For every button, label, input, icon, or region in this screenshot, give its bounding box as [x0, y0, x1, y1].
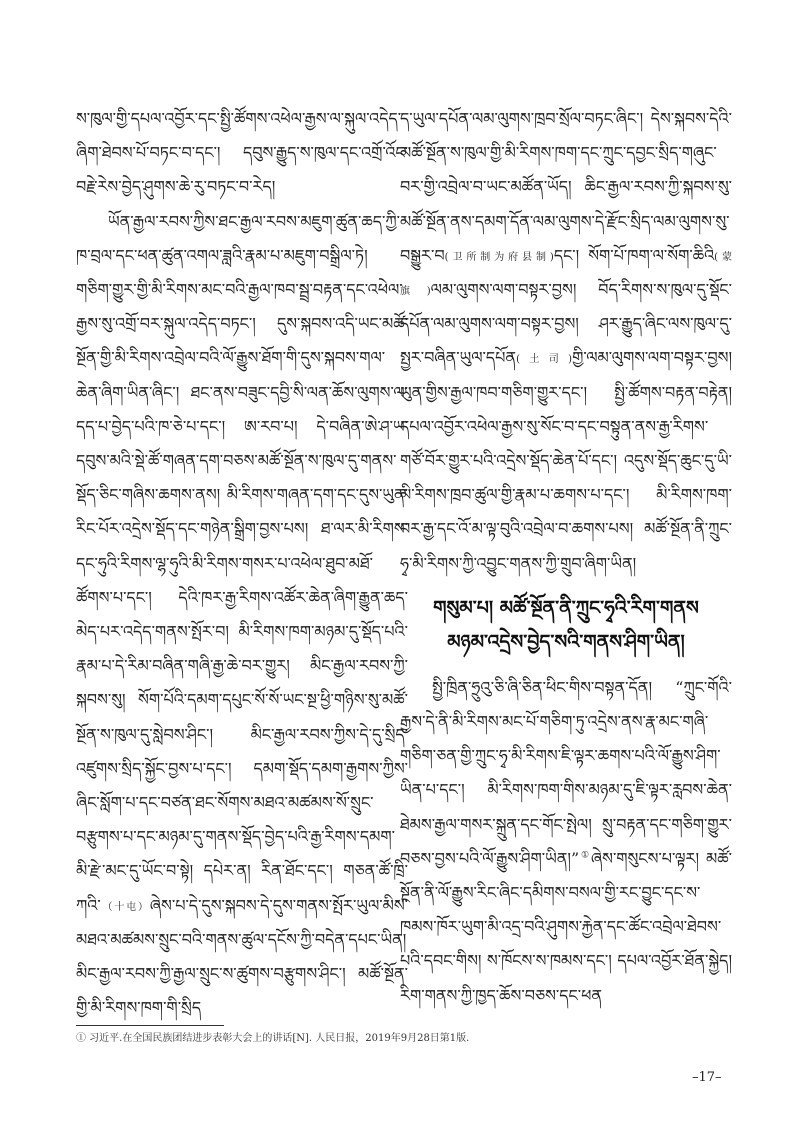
inline-chinese-note-shitun: （十屯） [100, 901, 150, 913]
footnote-reference-marker[interactable]: ① [579, 850, 591, 861]
left-paragraph-1: ས་ཁུལ་གྱི་དཔལ་འབྱོར་དང་སྤྱི་ཚོགས་འཕེལ་རྒྱས་ལ་སྐུལ་འདེད་ཞིག་ཐེབས་པོ་བཏང་བ་དང་། དབུས་རྒྱུད་ས་ཁུལ་དང་འགྲོ་འོང་བརྗེ་རེས་བྱེད་ཤུགས་ཆེ་རུ་བཏང་བ་རེད། [76, 109, 408, 197]
left-paragraph-2 [76, 205, 408, 1026]
right-paragraph-1-tail: གྱི་ལམ་ལུགས་ལག་བསྟར་བྱས། ཡུན་གྱིས་རྒྱལ་ཁབ་གཅིག་གྱུར་དང་། སྤྱི་ཚོགས་བརྟན་བརྟེན། དཔལ་འབྱོར་འཕེལ་རྒྱས་སུ་སོང་བ་དང་བསྟུན་ནས་རྒྱ་རིགས་གཙོ་བོར་གྱུར་པའི་འདྲེས་སྡོད་ཆེན་པོ་དང་། འདུས་སྡོད་ཆུང་དུ་ཡི་མི་རིགས་ཁྲབ་ཚུལ་གྱི་རྣམ་པ་ཆགས་པ་དང་། མི་རིགས་ཁག་བར་རྒྱ་དང་འོ་མ་ལྟ་བུའི་འབྲེལ་བ་ཆགས་པས། མཚོ་སྔོན་ནི་ཀྲུང་ཧྭ་མི་རིགས་ཀྱི་འབྱུང་གནས་ཀྱི་གྲུབ་ཞིག་ཡིན། [400, 348, 732, 573]
inline-chinese-note-tusi: (土司) [516, 354, 573, 366]
left-paragraph-2-body: ཡོན་རྒྱལ་རབས་ཀྱིས་ཐང་རྒྱལ་རབས་མཇུག་ཚུན་ཆད་ཀྱི་ཁ་བྲལ་དང་ཕན་ཚུན་འགལ་ཟླའི་རྣམ་པ་མཇུག་བསྒྲིལ་ཏེ། གཅིག་གྱུར་གྱི་མི་རིགས་མང་བའི་རྒྱལ་ཁབ་སྦྲ་བརྟན་དང་འཕེལ་རྒྱས་སུ་འགྲོ་བར་སྐུལ་འདེད་བཏང་། དུས་སྐབས་འདི་ཡང་མཚོ་སྔོན་གྱི་མི་རིགས་འབྲེལ་བའི་ལོ་རྒྱུས་ཐོག་གི་དུས་སྐབས་གལ་ཆེན་ཞིག་ཡིན་ཞིང་། ཐང་ནས་བཟུང་དབྱི་སི་ལན་ཆོས་ལུགས་ལ་དད་པ་བྱེད་པའི་ཁ་ཅེ་པ་དང་། ཨ་རབ་པ། དེ་བཞིན་ཨེ་ཤ་ཡ་དབུས་མའི་སྡེ་ཚོ་གཞན་དག་བཅས་མཚོ་སྔོན་ས་ཁུལ་དུ་གནས་སྡོད་ཅིང་གཞིས་ཆགས་ནས། མི་རིགས་གཞན་དག་དང་དུས་ཡུན་རིང་པོར་འདྲེས་སྡོད་དང་གཉེན་སྒྲིག་བྱས་པས། ཐ་ལར་མི་རིགས་དང་ཧུའི་རིགས་ལྷ་ཧུའི་མི་རིགས་གསར་པ་འཕེལ་ཐུབ་མཐོ་ཚོགས་པ་དང་། དེའི་ཁར་རྒྱ་རིགས་འཚོར་ཆེན་ཞིག་རྒྱུན་ཆད་མེད་པར་འདེད་གནས་སྤོར་བ། མི་རིགས་ཁག་མཉམ་དུ་སྡོད་པའི་རྣམ་པ་དེ་རིམ་བཞིན་གཞི་རྒྱ་ཆེ་བར་གྱུར། མིང་རྒྱལ་རབས་ཀྱི་སྐབས་སུ། སོག་པོའི་དམག་དཔུང་སོ་སོ་ཡང་སྔ་ཕྱི་གཉིས་སུ་མཚོ་སྔོན་ས་ཁུལ་དུ་སླེབས་ཤིང་། མིང་རྒྱལ་རབས་ཀྱིས་དེ་དུ་སྲིད་འཛུགས་སྲིད་སྐྱོང་བྱས་པ་དང་། དམག་སྡོད་དམག་རྒྱགས་ཀྱིས་ཞིང་སློག་པ་དང་བཙན་ཐང་སོགས་མཐའ་མཚམས་སོ་སྲུང་བརྩུགས་པ་དང་མཉམ་དུ་གནས་སྡོད་བྱེད་པའི་རྒྱ་རིགས་དམག་མི་རྫེ་མང་དུ་ཡོང་བ་སྟེ། དཔེར་ན། རིན་ཐོང་དང་། གཅན་ཚོ་ཁྲི་ཀའི་ [76, 211, 408, 915]
right-paragraph-1-head: ད་ཡུལ་དཔོན་ལམ་ལུགས་ཁྲབ་སྲོལ་བཏང་ཞིང་། དེས་སྐབས་དེའི་མཚོ་སྔོན་ས་ཁུལ་གྱི་མི་རིགས་ཁག་དང་ཀྲུང་དབྱང་སྲིད་གཞུང་བར་གྱི་འབྲེལ་བ་ཡང་མཚོན་ཡོད། ཆིང་རྒྱལ་རབས་ཀྱི་སྐབས་སུ་མཚོ་སྔོན་ནས་དམག་དོན་ལམ་ལུགས་དེ་རྫོང་སྲིད་ལམ་ལུགས་སུ་བསྒྱུར་བ [400, 109, 732, 265]
right-paragraph-2 [400, 671, 732, 1013]
inline-chinese-note-mengqi: (蒙旗) [400, 251, 732, 298]
right-paragraph-1 [400, 102, 732, 581]
left-column [76, 102, 408, 1025]
section-heading-line-2: མཉམ་འདྲེས་བྱེད་སའི་གནས་ཤིག་ཡིན། [447, 630, 685, 653]
section-heading [400, 591, 732, 659]
footnote: ① 习近平.在全国民族团结进步表彰大会上的讲话[N]. 人民日报，2019年9月28日第1版. [76, 1033, 470, 1044]
right-paragraph-1-mid1: དང་། སོག་པོ་ཁག་ལ་སོག་ཆིའི [553, 245, 715, 265]
inline-chinese-note-weisuo: (卫所制为府县制) [444, 251, 554, 263]
right-paragraph-2-quote: སྤྱི་ཁྲིན་ཧྲུའུ་ཅི་ཞི་ཅིན་ཕིང་གིས་བསྟན་དོན། “ཀྲུང་གོའི་རྒྱས་དེ་ནི་མི་རིགས་མང་པོ་གཅིག་ཏུ་འདྲེས་ནས་རྣ་མང་གཞི་གཅིག་ཅན་གྱི་ཀྲུང་ཧྭ་མི་རིགས་ཇི་ལྟར་ཆགས་པའི་ལོ་རྒྱུས་ཤིག་ཡིན་པ་དང་། མི་རིགས་ཁག་གིས་མཉམ་དུ་ཇི་ལྟར་རླབས་ཆེན་ཐེམས་རྒྱལ་གསར་སྐྲུན་དང་གོང་སྤེལ། སྲུ་བརྟན་དང་གཅིག་གྱུར་བཅས་བྱས་པའི་ལོ་རྒྱུས་ཤིག་ཡིན།” [400, 677, 732, 868]
section-heading-line-1: གསུམ་པ། མཚོ་སྔོན་ནི་ཀྲུང་ཧྭའི་རིག་གནས [433, 596, 699, 619]
footnote-divider [76, 1025, 224, 1026]
page-number: –17– [692, 1070, 722, 1085]
right-paragraph-1-mid2: ལམ་ལུགས་ལག་བསྟར་བྱས། བོད་རིགས་ས་ཁུལ་དུ་སྡོང་དཔོན་ལམ་ལུགས་ལག་བསྟར་བྱས། ཤར་རྒྱུད་ཞིང་ལས་ཁུལ་དུ་སྤྱར་བཞིན་ཡུལ་དཔོན [400, 280, 733, 368]
right-paragraph-2-body: ཞེས་གསུངས་པ་ལྟར། མཚོ་སྔོན་ནི་ལོ་རྒྱུས་རིང་ཞིང་དམིགས་བསལ་གྱི་རང་བྱུང་དང་ས་ཁམས་ཁོར་ཡུག་མི་འདྲ་བའི་ཤུགས་རྐྱེན་དང་ཚོང་འབྲེལ་ཐེབས་པའི་དབང་གིས། ས་ཁོངས་ས་ཁམས་དང་། དཔལ་འབྱོར་ཐོན་སྐྱེད། རིག་གནས་ཀྱི་ཁྱད་ཆོས་བཅས་དང་ཕན [400, 848, 733, 1005]
right-column [400, 102, 732, 1013]
left-paragraph-2-tail: ཞེས་པ་དེ་དུས་སྐབས་དེ་དུས་གནས་སྤོར་ཡུལ་མིས་མཐའ་མཚམས་སྲུང་བའི་གནས་ཚུལ་དངོས་ཀྱི་བདེན་དཔང་ཡིན། མིང་རྒྱལ་རབས་ཀྱི་རྒྱལ་སྲུང་ས་ཚུགས་བརྩུགས་ཤིང་། མཚོ་སྔོན་གྱི་མི་རིགས་ཁག་གི་སྲིད [76, 895, 408, 1018]
